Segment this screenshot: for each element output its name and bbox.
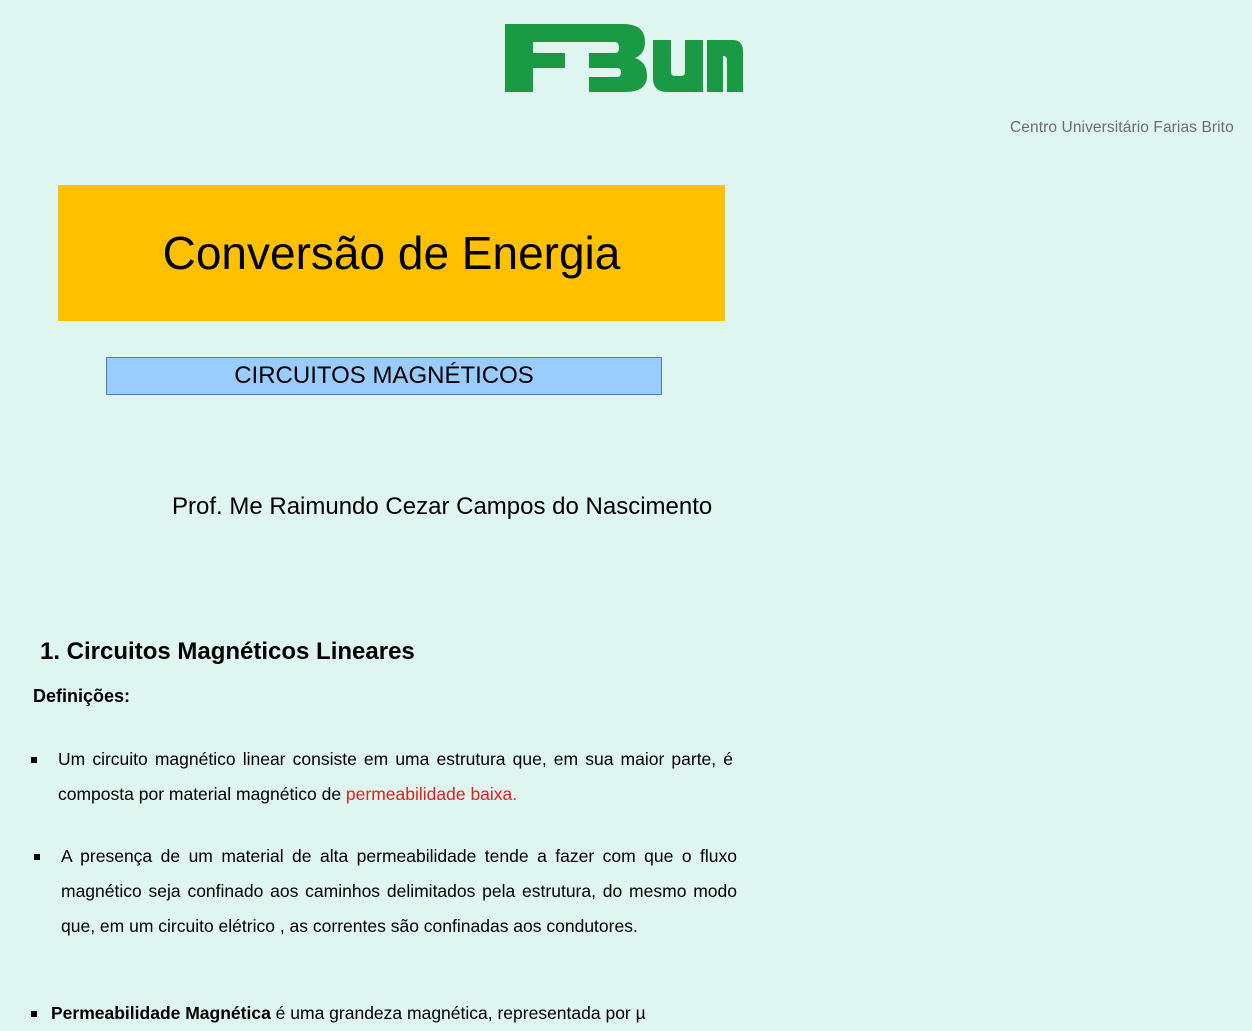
title-banner [58, 185, 725, 321]
section-heading: 1. Circuitos Magnéticos Lineares [40, 638, 415, 665]
logo-subtitle: Centro Universitário Farias Brito [1010, 119, 1234, 136]
bullet-highlight: permeabilidade baixa. [345, 784, 518, 804]
bullet-text: é uma grandeza magnética, representada por µ [270, 1003, 646, 1023]
bullet-square-icon [31, 1011, 37, 1017]
bullet-square-icon [31, 757, 37, 763]
author-name: Prof. Me Raimundo Cezar Campos do Nascimento [172, 493, 713, 520]
fbuni-logo [505, 20, 1234, 136]
bullet-item [61, 839, 737, 944]
presentation-title: Conversão de Energia [162, 227, 621, 279]
definitions-label: Definições: [33, 686, 131, 706]
bullet-bold-term: Permeabilidade Magnética [51, 1003, 271, 1023]
bullet-text: Um circuito magnético linear consiste em uma estrutura que, em sua maior parte, é composta por material magnético de [58, 749, 733, 804]
bullet-text: A presença de um material de alta permeabilidade tende a fazer com que o fluxo magnético seja confinado aos caminhos delimitados pela estrutura, do mesmo modo que, em um circuito elétrico , as correntes são confinadas aos condutores. [61, 846, 737, 936]
bullet-item [51, 996, 751, 1031]
bullet-item [58, 742, 733, 812]
bullet-square-icon [34, 854, 40, 860]
presentation-subtitle: CIRCUITOS MAGNÉTICOS [234, 362, 534, 389]
fbuni-logo-mark [505, 20, 747, 96]
subtitle-banner [106, 357, 662, 395]
